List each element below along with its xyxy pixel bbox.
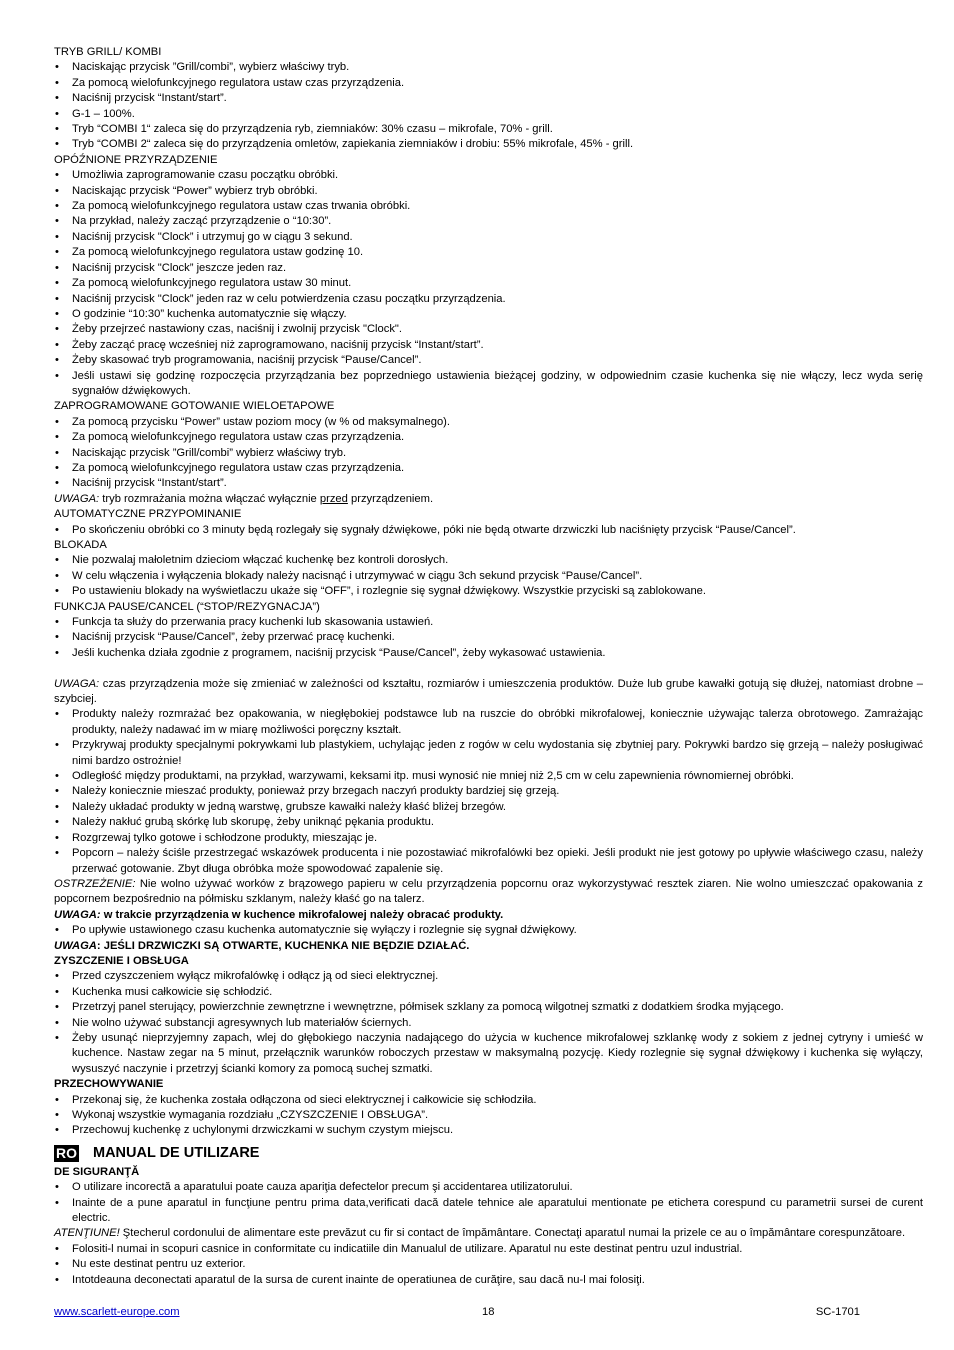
language-badge: RO — [56, 1145, 77, 1162]
list-item: • Naciskając przycisk “Power” wybierz tryb obróbki. — [54, 184, 923, 199]
ro-manual-title: MANUAL DE UTILIZARE — [93, 1145, 260, 1162]
list-item: • Inainte de a pune aparatul in funcţiune pentru prima data,verificati dacă datele tehnice ale aparatului mentionate pe etichета corespund cu parametrii sursei de curent electric. — [54, 1196, 923, 1227]
list-item: • Naciskając przycisk ”Grill/combi” wybierz właściwy tryb. — [54, 446, 923, 461]
list-item: • Żeby skasować tryb programowania, naciśnij przycisk “Pause/Cancel”. — [54, 353, 923, 368]
cooking-time-note: UWAGA: czas przyrządzenia może się zmieniać w zależności od kształtu, rozmiarów i umieszczenia produktów. Duże lub grube kawałki gotują się dłużej, natomiast drobne – szybciej. — [54, 677, 923, 706]
list-item: • Naciśnij przycisk "Clock” i utrzymuj go w ciągu 3 sekund. — [54, 230, 923, 245]
storage-list — [54, 1093, 923, 1139]
list-item: • Żeby zacząć pracę wcześniej niż zaprogramowano, naciśnij przycisk “Instant/start”. — [54, 338, 923, 353]
section-title-pause: FUNKCJA PAUSE/CANCEL (“STOP/REZYGNACJA”) — [54, 600, 320, 613]
auto-off-list — [54, 923, 923, 938]
section-title-storage: PRZECHOWYWANIE — [54, 1078, 164, 1091]
list-item: • Nie wolno używać substancji agresywnych lub materiałów ściernych. — [54, 1016, 923, 1031]
document-body — [54, 45, 923, 1288]
list-item: • Nu este destinat pentru uz exterior. — [54, 1257, 923, 1272]
list-item: • Za pomocą wielofunkcyjnego regulatora ustaw czas przyrządzenia. — [54, 461, 923, 476]
list-item: • O godzinie “10:30” kuchenka automatycznie się włączy. — [54, 307, 923, 322]
list-item: • Naciśnij przycisk "Clock” jeden raz w celu potwierdzenia czasu początku przyrządzenia. — [54, 292, 923, 307]
section-title-grill: TRYB GRILL/ KOMBI — [54, 46, 162, 58]
list-item: • O utilizare incorectă a aparatului poate cauza apariţia defectelor precum şi accidentarea utilizatorului. — [54, 1180, 923, 1195]
website-link[interactable]: www.scarlett-europe.com — [54, 1306, 180, 1318]
list-item: • Naciśnij przycisk “Pause/Cancel”, żeby przerwać pracę kuchenki. — [54, 630, 923, 645]
list-item: • W celu włączenia i wyłączenia blokady należy nacisnąć i utrzymywać w ciągu 3ch sekund przycisk “Pause/Cancel”. — [54, 569, 923, 584]
list-item: • Za pomocą wielofunkcyjnego regulatora ustaw czas trwania obróbki. — [54, 199, 923, 214]
page-footer — [54, 1306, 860, 1322]
list-item: • Za pomocą wielofunkcyjnego regulatora ustaw godzinę 10. — [54, 245, 923, 260]
list-item: • Folositi-l numai in scopuri casnice in conformitate cu indicatiile din Manualul de utilizare. Aparatul nu este destinat pentru uzul industrial. — [54, 1242, 923, 1257]
list-item: • Kuchenka musi całkowicie się schłodzić. — [54, 985, 923, 1000]
model-number: SC-1701 — [815, 1306, 860, 1318]
section-title-lock: BLOKADA — [54, 539, 107, 551]
section-title-reminder: AUTOMATYCZNE PRZYPOMINANIE — [54, 508, 242, 521]
list-item: • Tryb “COMBI 2“ zaleca się do przyrządzenia omletów, zapiekania ziemniaków i drobiu: 55% mikrofale, 45% - grill. — [54, 137, 923, 152]
page-number: 18 — [482, 1306, 495, 1318]
list-item: • Jeśli kuchenka działa zgodnie z programem, naciśnij przycisk “Pause/Cancel”, żeby wykasować ustawienia. — [54, 646, 923, 661]
cleaning-list — [54, 969, 923, 1077]
list-item: • Za pomocą wielofunkcyjnego regulatora ustaw czas przyrządzenia. — [54, 76, 923, 91]
list-item: • Przetrzyj panel sterujący, powierzchnie zewnętrzne i wewnętrzne, półmisek szklany za pomocą wilgotnej szmatki z dodatkiem środka myjącego. — [54, 1000, 923, 1015]
list-item: • Na przykład, należy zacząć przyrządzenie o “10:30”. — [54, 214, 923, 229]
list-item: • Odległość między produktami, na przykład, warzywami, keksami itp. musi wynosić nie mniej niż 2,5 cm w celu zapewnienia równomiernej obróbki. — [54, 769, 923, 784]
ro-heading — [54, 1143, 923, 1165]
list-item: • Produkty należy rozmrażać bez opakowania, w niegłębokiej podstawce lub na ruszcie do obróbki mikrofalowej, koniecznie używając talerza obrotowego. Zamrażając produkty, należy nadawać im w miarę możliwości poręczny kształt. — [54, 707, 923, 738]
defrost-note: UWAGA: tryb rozmrażania można włączać wyłącznie przed przyrządzeniem. — [54, 492, 434, 505]
popcorn-warning: OSTRZEŻENIE: Nie wolno używać worków z brązowego papieru w celu przyrządzenia popcornu oraz wykorzystywać resztek ziaren. Nie wolno umieszczać opakowania z popcornem bezpośrednio na półmisku szklanym, należy kłaść go na talerz. — [54, 877, 923, 906]
list-item: • Po upływie ustawionego czasu kuchenka automatycznie się wyłączy i rozlegnie się sygnał dźwiękowy. — [54, 923, 923, 938]
list-item: • Żeby przejrzeć nastawiony czas, naciśnij i zwolnij przycisk "Clock". — [54, 322, 923, 337]
ro-attention-note: ATENŢIUNE! Ştecherul cordonului de alimentare este prevăzut cu fir si contact de împământare. Conectaţi aparatul numai la prizele ce au o împământare corespunzătoare. — [54, 1227, 906, 1240]
list-item: • Funkcja ta służy do przerwania pracy kuchenki lub skasowania ustawień. — [54, 615, 923, 630]
door-open-note: UWAGA: JEŚLI DRZWICZKI SĄ OTWARTE, KUCHENKA NIE BĘDZIE DZIAŁAĆ. — [54, 939, 470, 952]
list-item: • Należy układać produkty w jedną warstwę, grubsze kawałki należy kłaść bliżej brzegów. — [54, 800, 923, 815]
list-item: • Tryb “COMBI 1“ zaleca się do przyrządzenia ryb, ziemniaków: 30% czasu – mikrofale, 70% - grill. — [54, 122, 923, 137]
tips-list — [54, 707, 923, 876]
list-item: • Umożliwia zaprogramowanie czasu początku obróbki. — [54, 168, 923, 183]
list-item: • Rozgrzewaj tylko gotowe i schłodzone produkty, mieszając je. — [54, 831, 923, 846]
section-title-delayed: OPÓŹNIONE PRZYRZĄDZENIE — [54, 153, 218, 166]
grill-list — [54, 60, 923, 152]
list-item: • Należy nakłuć grubą skórkę lub skorupę, żeby uniknąć pękania produktu. — [54, 815, 923, 830]
list-item: • Za pomocą przycisku “Power” ustaw poziom mocy (w % od maksymalnego). — [54, 415, 923, 430]
list-item: • Przechowuj kuchenkę z uchylonymi drzwiczkami w suchym czystym miejscu. — [54, 1123, 923, 1138]
multistage-list — [54, 415, 923, 492]
list-item: • Przed czyszczeniem wyłącz mikrofalówkę i odłącz ją od sieci elektrycznej. — [54, 969, 923, 984]
section-title-cleaning: ZYSZCZENIE I OBSŁUGA — [54, 954, 189, 967]
list-item: • G-1 – 100%. — [54, 107, 923, 122]
ro-safety-title: DE SIGURANŢĂ — [54, 1165, 140, 1178]
list-item: • Wykonaj wszystkie wymagania rozdziału „CZYSZCZENIE I OBSŁUGA”. — [54, 1108, 923, 1123]
turn-products-note: UWAGA: w trakcie przyrządzenia w kuchence mikrofalowej należy obracać produkty. — [54, 908, 504, 921]
list-item: • Należy koniecznie mieszać produkty, ponieważ przy brzegach naczyń produkty bardziej się grzeją. — [54, 784, 923, 799]
list-item: • Popcorn – należy ściśle przestrzegać wskazówek producenta i nie pozostawiać mikrofalówki bez opieki. Jeśli produkt nie jest gotowy po upływie właściwego czasu, należy przerwać gotowanie. Zbyt długa obróbka może spowodować zapalenie się. — [54, 846, 923, 877]
list-item: • Naciśnij przycisk “Instant/start”. — [54, 476, 923, 491]
ro-safety-list-b — [54, 1242, 923, 1288]
list-item: • Za pomocą wielofunkcyjnego regulatora ustaw 30 minut. — [54, 276, 923, 291]
pause-list — [54, 615, 923, 661]
list-item: • Po ustawieniu blokady na wyświetlaczu ukaże się “OFF”, i rozlegnie się sygnał dźwiękowy. Wszystkie przyciski są zablokowane. — [54, 584, 923, 599]
ro-safety-list-a — [54, 1180, 923, 1226]
list-item: • Przykrywaj produkty specjalnymi pokrywkami lub plastykiem, uchylając jeden z rogów w celu wydostania się zbytniej pary. Pokrywki bardzo się grzeją – należy posługiwać nimi bardzo ostrożnie! — [54, 738, 923, 769]
delayed-list — [54, 168, 923, 399]
list-item: • Intotdeauna deconectati aparatul de la sursa de curent inainte de operatiunea de curăţire, sau dacă nu-l mai folosiţi. — [54, 1273, 923, 1288]
reminder-list — [54, 523, 923, 538]
lock-list — [54, 553, 923, 599]
list-item: • Naciśnij przycisk “Instant/start”. — [54, 91, 923, 106]
list-item: • Przekonaj się, że kuchenka została odłączona od sieci elektrycznej i całkowicie się schłodziła. — [54, 1093, 923, 1108]
list-item: • Naciskając przycisk ”Grill/combi”, wybierz właściwy tryb. — [54, 60, 923, 75]
list-item: • Naciśnij przycisk "Clock” jeszcze jeden raz. — [54, 261, 923, 276]
list-item: • Nie pozwalaj małoletnim dzieciom włączać kuchenkę bez kontroli dorosłych. — [54, 553, 923, 568]
list-item: • Jeśli ustawi się godzinę rozpoczęcia przyrządzania bez poprzedniego ustawienia bieżącej godziny, w odpowiednim czasie kuchenka się nie włączy, lecz wyda serię sygnałów dźwiękowych. — [54, 369, 923, 400]
list-item: • Po skończeniu obróbki co 3 minuty będą rozlegały się sygnały dźwiękowe, póki nie będą otwarte drzwiczki lub naciśnięty przycisk “Pause/Cancel”. — [54, 523, 923, 538]
list-item: • Żeby usunąć nieprzyjemny zapach, wlej do głębokiego naczynia nadającego do użycia w kuchence mikrofalowej szklankę wody z sokiem z jednej cytryny i umieść w kuchence. Nastaw zegar na 5 minut, przełącznik warunków roboczych przestaw w maksymalną pozycję. Kiedy rozlegnie się sygnał dźwiękowy i kuchenka się wyłączy, wysuszyć naczynie i przetrzyj ścianki komory za pomocą suchej szmatki. — [54, 1031, 923, 1077]
list-item: • Za pomocą wielofunkcyjnego regulatora ustaw czas przyrządzenia. — [54, 430, 923, 445]
section-title-multistage: ZAPROGRAMOWANE GOTOWANIE WIELOETAPOWE — [54, 400, 335, 413]
